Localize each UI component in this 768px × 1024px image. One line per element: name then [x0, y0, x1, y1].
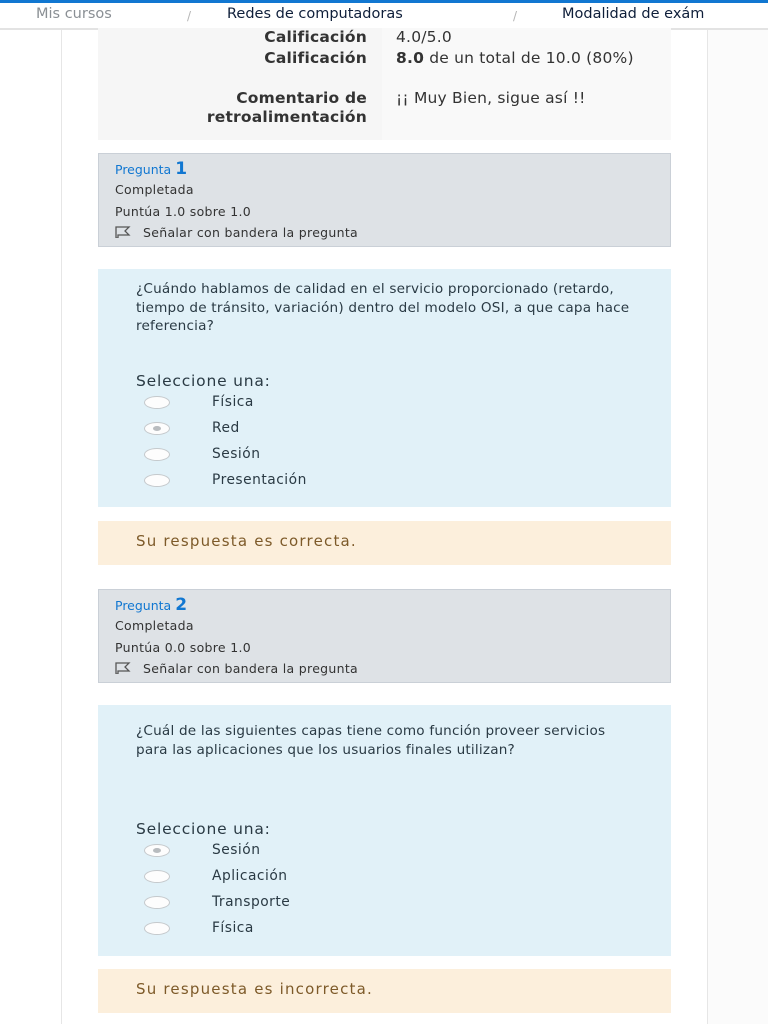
radio-button[interactable]	[144, 896, 170, 909]
question-label: Pregunta	[115, 162, 172, 177]
question-2-info	[98, 589, 671, 683]
question-2-feedback	[98, 969, 671, 1013]
question-1-feedback	[98, 521, 671, 565]
flag-question-button[interactable]	[115, 225, 358, 240]
question-label: Pregunta	[115, 598, 172, 613]
question-1-info	[98, 153, 671, 247]
question-number	[115, 159, 187, 179]
flag-question-button[interactable]	[115, 661, 358, 676]
answer-option-label: Física	[212, 920, 254, 936]
flag-question-label: Señalar con bandera la pregunta	[143, 661, 359, 676]
answer-option-label: Aplicación	[212, 868, 288, 884]
radio-button[interactable]	[144, 922, 170, 935]
feedback-text: Su respuesta es correcta.	[136, 532, 357, 550]
feedback-text: Su respuesta es incorrecta.	[136, 980, 373, 998]
question-state: Completada	[115, 618, 194, 633]
answer-option-label: Sesión	[212, 446, 261, 462]
radio-button[interactable]	[144, 474, 170, 487]
summary-value-grade-points: 4.0/5.0	[396, 28, 452, 46]
flag-icon	[115, 662, 131, 674]
question-1-formulation	[98, 269, 671, 507]
radio-button[interactable]	[144, 870, 170, 883]
breadcrumb-course[interactable]: Redes de computadoras	[227, 6, 403, 22]
breadcrumb-exam[interactable]: Modalidad de exám	[562, 6, 705, 22]
radio-button[interactable]	[144, 396, 170, 409]
page-left-border	[61, 28, 62, 1024]
breadcrumb-my-courses[interactable]: Mis cursos	[36, 6, 112, 22]
answer-option-label: Física	[212, 394, 254, 410]
summary-value-grade	[396, 49, 661, 68]
radio-button-selected[interactable]	[144, 422, 170, 435]
answer-option-label: Red	[212, 420, 240, 436]
summary-grade-bold: 8.0	[396, 49, 425, 67]
question-number	[115, 595, 187, 615]
summary-label-grade: Calificación	[264, 49, 367, 67]
question-grade: Puntúa 0.0 sobre 1.0	[115, 640, 251, 655]
flag-question-label: Señalar con bandera la pregunta	[143, 225, 359, 240]
breadcrumb-separator: /	[187, 9, 192, 23]
summary-label-grade-points: Calificación	[264, 28, 367, 46]
radio-button[interactable]	[144, 448, 170, 461]
question-state: Completada	[115, 182, 194, 197]
summary-label-feedback: Comentario de retroalimentación	[206, 89, 367, 126]
answer-option-label: Presentación	[212, 472, 307, 488]
summary-value-feedback: ¡¡ Muy Bien, sigue así !!	[396, 89, 586, 107]
answer-option-label: Sesión	[212, 842, 261, 858]
summary-grade-rest: de un total de 10.0 (80%)	[424, 49, 634, 67]
answer-prompt: Seleccione una:	[136, 820, 271, 838]
radio-button-selected[interactable]	[144, 844, 170, 857]
question-number-value: 2	[175, 595, 188, 615]
answer-prompt: Seleccione una:	[136, 372, 271, 390]
question-text: ¿Cuál de las siguientes capas tiene como función proveer servicios para las aplicaciones que los usuarios finales utilizan?	[136, 723, 606, 758]
flag-icon	[115, 226, 131, 238]
question-grade: Puntúa 1.0 sobre 1.0	[115, 204, 251, 219]
breadcrumb-separator: /	[513, 9, 518, 23]
question-2-formulation	[98, 705, 671, 956]
attempt-summary-table	[98, 28, 671, 140]
right-gutter	[708, 28, 768, 1024]
question-text: ¿Cuándo hablamos de calidad en el servicio proporcionado (retardo, tiempo de tránsito, variación) dentro del modelo OSI, a que capa hace referencia?	[136, 281, 630, 335]
page-right-border	[707, 28, 708, 1024]
answer-option-label: Transporte	[212, 894, 291, 910]
question-number-value: 1	[175, 159, 188, 179]
breadcrumb	[0, 3, 768, 30]
